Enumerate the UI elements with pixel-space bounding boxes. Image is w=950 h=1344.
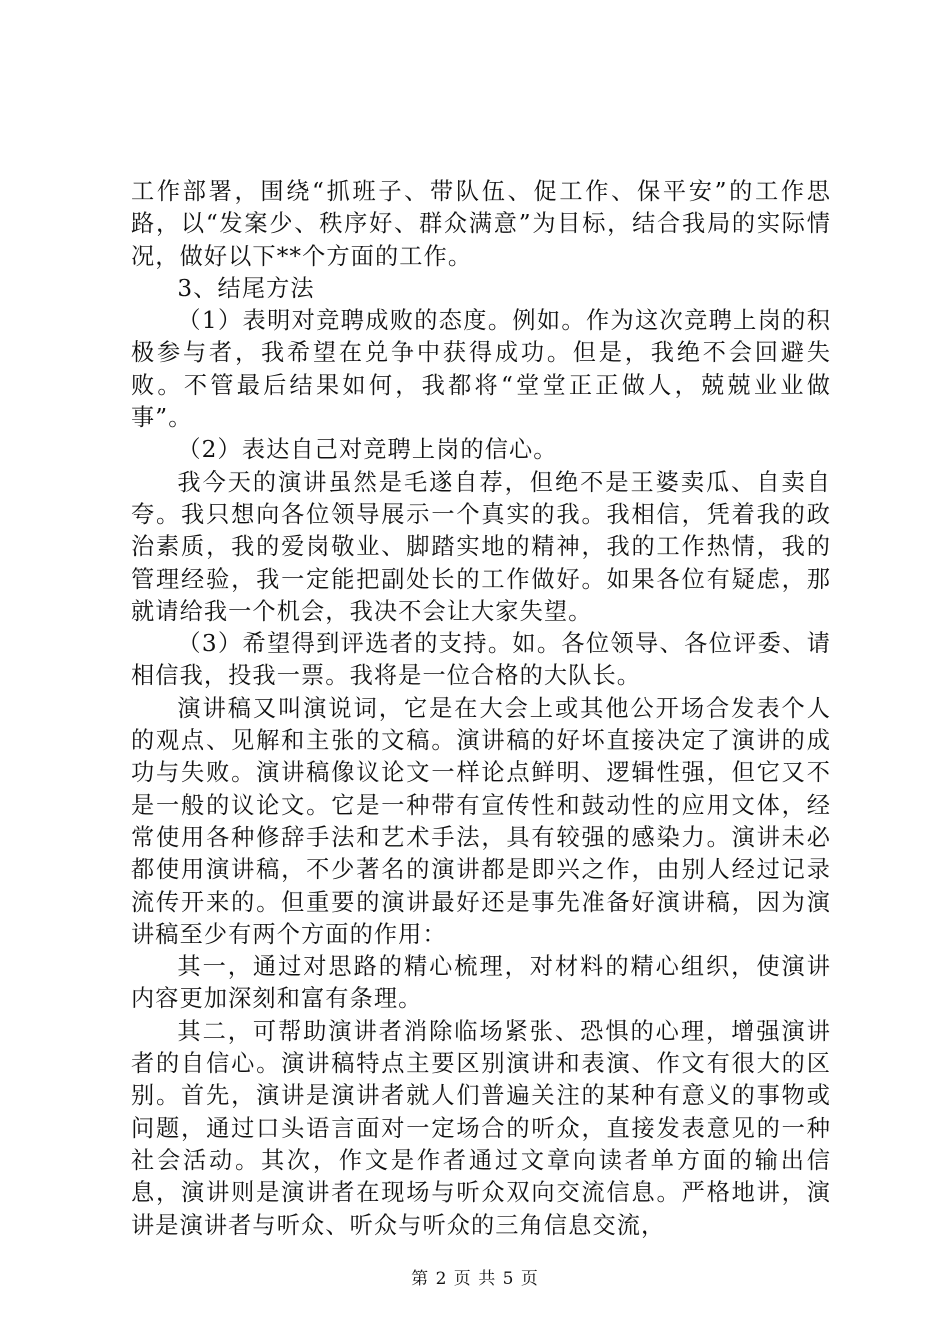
paragraph-heading-ending-methods: 3、结尾方法 [177,274,315,302]
document-body [131,176,831,1242]
paragraph-point-1: （1）表明对竞聘成败的态度。例如。作为这次竞聘上岗的积极参与者，我希望在兑争中获得成功。但是，我绝不会回避失败。不管最后结果如何，我都将“堂堂正正做人，兢兢业业做事”。 [131,307,831,432]
paragraph-speech-definition: 演讲稿又叫演说词，它是在大会上或其他公开场合发表个人的观点、见解和主张的文稿。演讲稿的好坏直接决定了演讲的成功与失败。演讲稿像议论文一样论点鲜明、逻辑性强，但它又不是一般的议论文。它是一种带有宣传性和鼓动性的应用文体，经常使用各种修辞手法和艺术手法，具有较强的感染力。演讲未必都使用演讲稿，不少著名的演讲都是即兴之作，由别人经过记录流传开来的。但重要的演讲最好还是事先准备好演讲稿，因为演讲稿至少有两个方面的作用： [131,694,831,948]
paragraph-continuation: 工作部署，围绕“抓班子、带队伍、促工作、保平安”的工作思路，以“发案少、秩序好、群众满意”为目标，结合我局的实际情况，做好以下**个方面的工作。 [131,178,831,270]
page-number-footer: 第 2 页 共 5 页 [411,1269,539,1289]
paragraph-second-function: 其二，可帮助演讲者消除临场紧张、恐惧的心理，增强演讲者的自信心。演讲稿特点主要区别演讲和表演、作文有很大的区别。首先，演讲是演讲者就人们普遍关注的某种有意义的事物或问题，通过口头语言面对一定场合的听众，直接发表意见的一种社会活动。其次，作文是作者通过文章向读者单方面的输出信息，演讲则是演讲者在现场与听众双向交流信息。严格地讲，演讲是演讲者与听众、听众与听众的三角信息交流， [131,1017,831,1239]
paragraph-first-function: 其一，通过对思路的精心梳理，对材料的精心组织，使演讲内容更加深刻和富有条理。 [131,953,831,1013]
paragraph-point-2: （2）表达自己对竞聘上岗的信心。 [177,436,558,464]
paragraph-confidence-example: 我今天的演讲虽然是毛遂自荐，但绝不是王婆卖瓜、自卖自夸。我只想向各位领导展示一个真实的我。我相信，凭着我的政治素质，我的爱岗敬业、脚踏实地的精神，我的工作热情，我的管理经验，我一定能把副处长的工作做好。如果各位有疑虑，那就请给我一个机会，我决不会让大家失望。 [131,468,831,625]
paragraph-point-3: （3）希望得到评选者的支持。如。各位领导、各位评委、请相信我，投我一票。我将是一位合格的大队长。 [131,630,831,690]
